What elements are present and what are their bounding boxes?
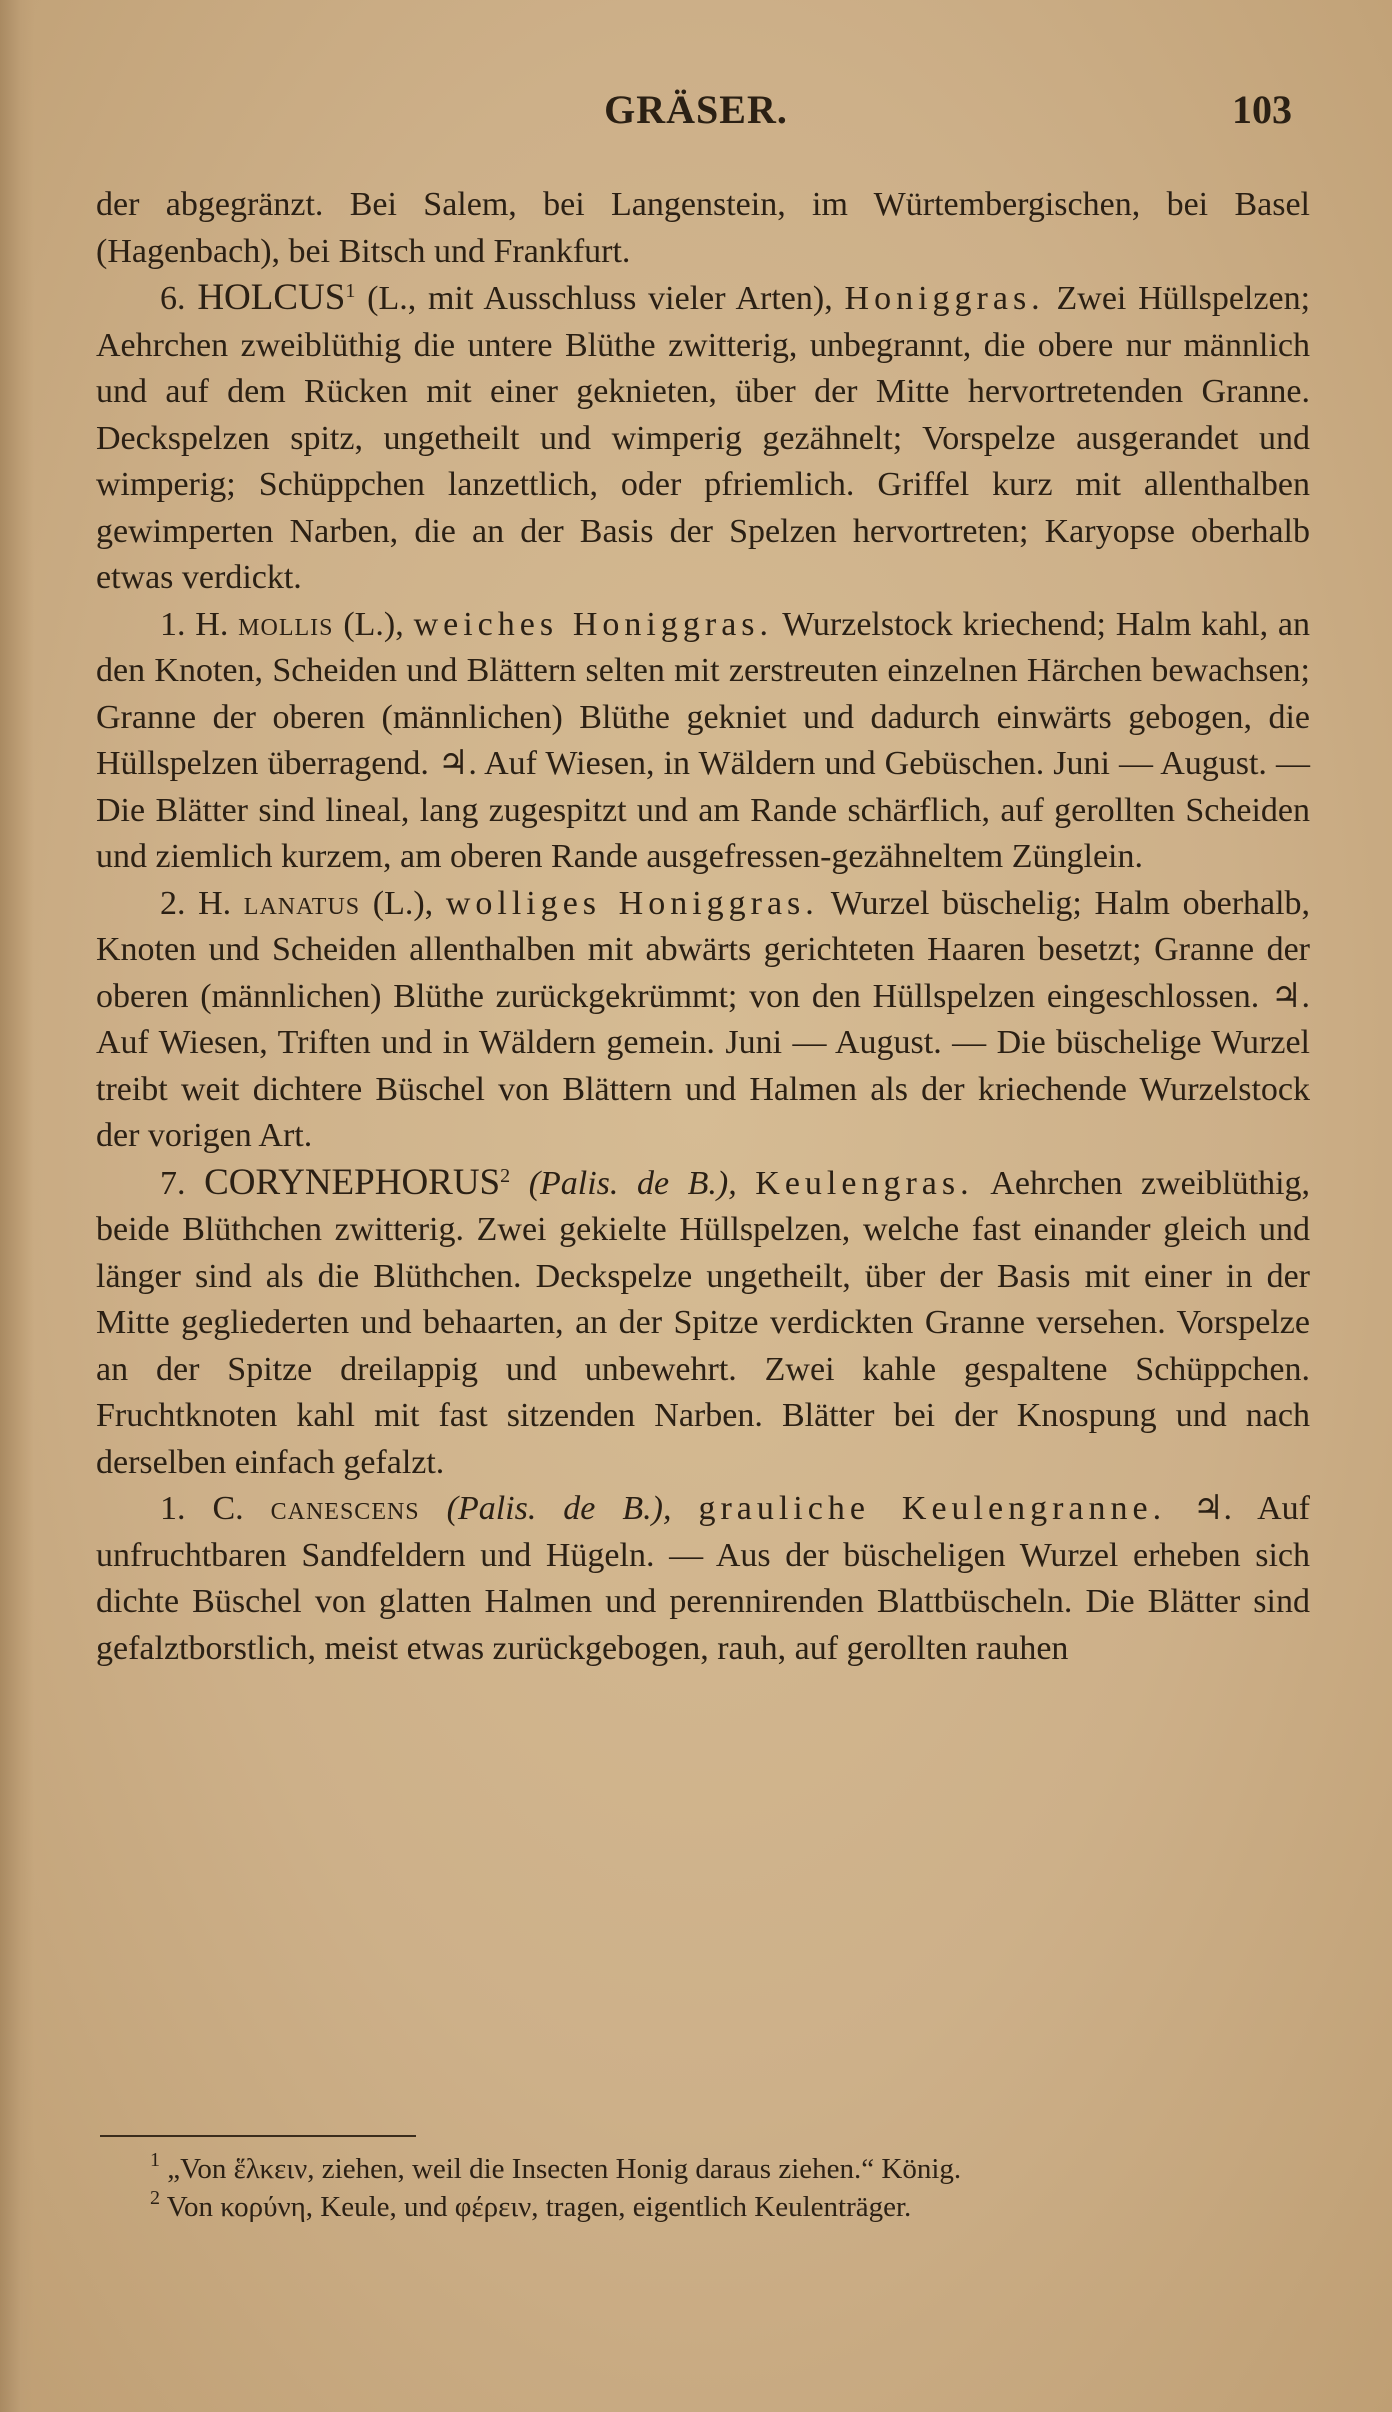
running-title: GRÄSER.: [604, 87, 788, 132]
genus-number: 7.: [160, 1164, 186, 1202]
species-entry: [96, 1486, 1310, 1672]
page-number: 103: [1232, 87, 1292, 132]
species-common-name: weiches Honiggras.: [413, 605, 774, 643]
genus-authority: (L., mit Ausschluss vieler Arten),: [367, 280, 833, 317]
genus-number: 6.: [160, 280, 186, 317]
genus-description: Zwei Hüllspelzen; Aehrchen zweiblüthig die untere Blüthe zwitterig, unbegrannt, die obere nur männlich und auf dem Rücken mit einer geknieten, über der Mitte hervortretenden Granne. Deckspelzen spitz, ungetheilt und wimperig gezähnelt; Vorspelze ausgerandet und wimperig; Schüppchen lanzettlich, oder pfriemlich. Griffel kurz mit allenthalben gewimperten Narben, die an der Basis der Spelzen hervortreten; Karyopse oberhalb etwas verdickt.: [96, 280, 1311, 596]
species-common-name: wolliges Honiggras.: [445, 884, 819, 922]
species-name: lanatus: [243, 884, 361, 922]
species-common-name: grauliche Keulengranne.: [698, 1490, 1167, 1527]
footnote: $^1$ „Von ἕλκειν, ziehen, weil die Insecten Honig daraus ziehen.“ König.: [150, 2149, 962, 2185]
species-entry: [96, 602, 1310, 881]
genus-name: CORYNEPHORUS: [204, 1161, 501, 1203]
species-description: Wurzel büschelig; Halm oberhalb, Knoten und Scheiden allenthalben mit abwärts gerichteten Haaren besetzt; Granne der oberen (männlichen) Blüthe zurückgekrümmt; von den Hüllspelzen eingeschlossen. ♃. Auf Wiesen, Triften und in Wäldern gemein. Juni — August. — Die büschelige Wurzel treibt weit dichtere Büschel von Blättern und Halmen als der kriechende Wurzelstock der vorigen Art.: [96, 884, 1311, 1154]
species-name: canescens: [270, 1490, 420, 1527]
footnote-marker: 2: [500, 1164, 511, 1187]
footnote: $^2$ Von κορύνη, Keule, und φέρειν, tragen, eigentlich Keulenträger.: [150, 2187, 912, 2223]
genus-common-name: Keulengras.: [755, 1164, 974, 1202]
species-number: 1. C.: [160, 1490, 244, 1527]
footnotes: [150, 2150, 1310, 2226]
species-name: mollis: [238, 605, 334, 643]
genus-corynephorus-entry: [96, 1160, 1310, 1487]
paragraph-continuation: der abgegränzt. Bei Salem, bei Langenstein, im Würtembergischen, bei Basel (Hagenbach), bei Bitsch und Frankfurt.: [96, 186, 1310, 270]
genus-name: HOLCUS: [197, 277, 346, 318]
species-authority: (L.),: [343, 605, 404, 643]
species-description: Wurzelstock kriechend; Halm kahl, an den Knoten, Scheiden und Blättern selten mit zerstreuten einzelnen Härchen bewachsen; Granne der oberen (männlichen) Blüthe gekniet und dadurch einwärts gebogen, die Hüllspelzen überragend. ♃. Auf Wiesen, in Wäldern und Gebüschen. Juni — August. — Die Blätter sind lineal, lang zugespitzt und am Rande schärflich, auf gerollten Scheiden und ziemlich kurzem, am oberen Rande ausgefressen-gezähneltem Zünglein.: [96, 605, 1311, 875]
genus-common-name: Honiggras.: [844, 280, 1045, 317]
species-authority: (L.),: [372, 884, 434, 922]
page-binding-edge: [0, 0, 34, 2412]
genus-description: Aehrchen zweiblüthig, beide Blüthchen zwitterig. Zwei gekielte Hüllspelzen, welche fast einander gleich und länger sind als die Blüthchen. Deckspelze ungetheilt, über der Basis mit einer in der Mitte gegliederten und behaarten, an der Spitze verdickten Granne versehen. Vorspelze an der Spitze dreilappig und unbewehrt. Zwei kahle gespaltene Schüppchen. Fruchtknoten kahl mit fast sitzenden Narben. Blätter bei der Knospung und nach derselben einfach gefalzt.: [96, 1164, 1311, 1481]
species-authority: (Palis. de B.),: [446, 1490, 672, 1527]
species-entry: [96, 881, 1310, 1160]
species-description: ♃. Auf unfruchtbaren Sandfeldern und Hügeln. — Aus der büscheligen Wurzel erheben sich dichte Büschel von glatten Halmen und perennirenden Blattbüscheln. Die Blätter sind gefalztborstlich, meist etwas zurückgebogen, rauh, auf gerollten rauhen: [96, 1490, 1310, 1667]
body-text: [96, 182, 1310, 1672]
page-header: [92, 86, 1300, 146]
species-number: 2. H.: [160, 884, 232, 922]
genus-holcus-entry: [96, 275, 1310, 602]
species-number: 1. H.: [160, 605, 229, 643]
footnote-separator: [100, 2135, 416, 2137]
footnote-marker: 1: [345, 280, 356, 302]
genus-authority: (Palis. de B.),: [528, 1164, 737, 1202]
